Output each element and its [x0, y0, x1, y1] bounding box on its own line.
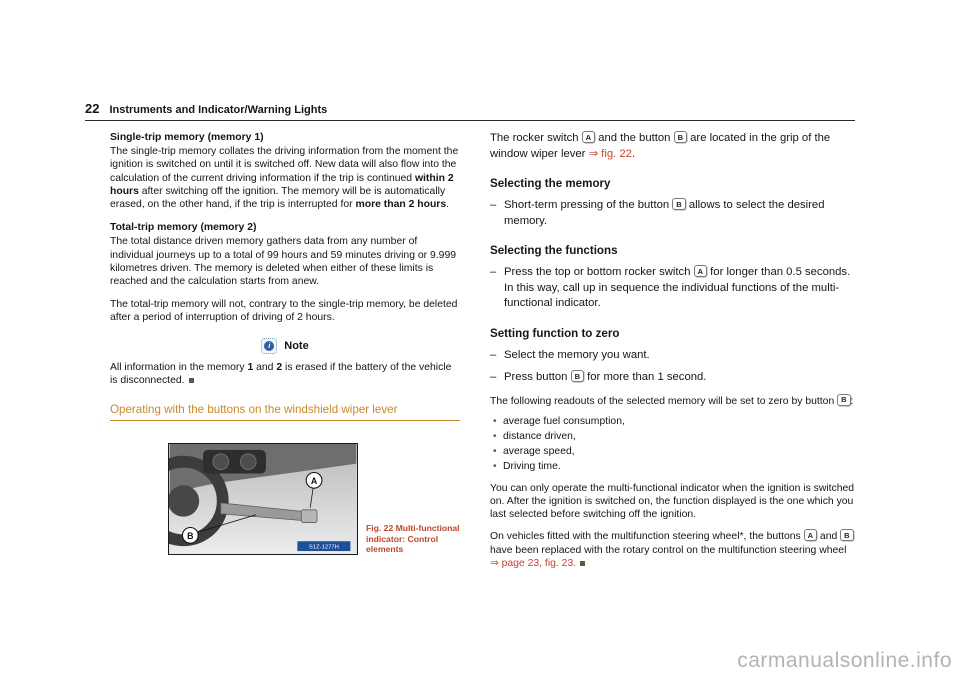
paragraph-single-trip: The single-trip memory collates the driving information from the moment the ignition is switched on until it is switched off. New data will also flow into the calculation of the current driving information if the trip is continued within 2 hours after switching off the ignition. The memory will be is automatically erased, on the other hand, if the trip is interrupted for more than 2 hours. — [110, 146, 459, 211]
content-columns — [110, 131, 855, 576]
section-heading-operating: Operating with the buttons on the windshield wiper lever — [110, 403, 460, 421]
right-column — [490, 131, 855, 576]
figure-22-illustration — [169, 444, 357, 554]
callout-a-label: A — [310, 475, 318, 486]
heading-setting-zero: Setting function to zero — [490, 326, 620, 340]
figure-caption-line2: indicator: Control elements — [366, 533, 439, 555]
control-badge-b: B — [571, 370, 584, 382]
control-badge-b: B — [837, 394, 850, 406]
control-badge-b: B — [674, 131, 687, 143]
image-code: S1Z-1277H — [308, 544, 339, 551]
steering-wheel-hub — [169, 485, 199, 516]
note-header — [110, 338, 460, 354]
dash-bullet — [490, 265, 504, 312]
step-text: Short-term pressing of the button B allows to select the desired memory. — [504, 199, 825, 227]
heading-selecting-functions: Selecting the functions — [490, 244, 618, 257]
rocker-switch — [301, 510, 317, 523]
info-icon: i — [264, 341, 274, 351]
heading-total-trip-memory: Total-trip memory (memory 2) — [110, 222, 257, 234]
cross-reference-link: ⇒ page 23, fig. 23. — [490, 557, 577, 569]
figure-22-image — [168, 443, 358, 555]
step-press-button — [490, 370, 855, 386]
figure-caption-line1: Fig. 22 Multi-functional — [366, 523, 460, 534]
control-badge-b: B — [672, 198, 685, 210]
step-text: Press button B for more than 1 second. — [504, 371, 707, 383]
step-text: Select the memory you want. — [504, 348, 650, 361]
page-number: 22 — [85, 101, 100, 116]
paragraph-multifunction-wheel: On vehicles fitted with the multifunction steering wheel*, the buttons A and B have been replaced with the rotary control on the multifunction steering wheel ⇒ page 23, fig. 23. — [490, 529, 855, 570]
figure-22-caption — [366, 523, 460, 555]
cross-reference-link: ⇒ fig. 22 — [588, 147, 632, 160]
dash-bullet — [490, 370, 504, 386]
section-end-mark — [580, 561, 585, 566]
control-badge-a: A — [804, 529, 817, 541]
control-badge-b: B — [840, 529, 853, 541]
figure-22 — [110, 443, 460, 555]
header-row — [85, 101, 855, 116]
note-block — [110, 338, 460, 387]
callout-b-label: B — [187, 530, 194, 541]
note-title: Note — [284, 339, 309, 352]
heading-selecting-memory: Selecting the memory — [490, 177, 611, 190]
list-item: • distance driven, — [490, 429, 855, 444]
list-item: • Driving time. — [490, 459, 855, 474]
control-badge-a: A — [582, 131, 595, 143]
dash-bullet — [490, 198, 504, 229]
heading-single-trip-memory: Single-trip memory (memory 1) — [110, 132, 264, 143]
paragraph-readouts: The following readouts of the selected memory will be set to zero by button B : — [490, 395, 854, 407]
paragraph-total-trip: The total distance driven memory gathers data from any number of individual journeys up to a total of 99 hours and 59 minutes driving or 9.999 kilometres driven. The memory is deleted when either of these limits is reached and the calculation starts from anew. — [110, 236, 456, 288]
paragraph-ignition: You can only operate the multi-functional indicator when the ignition is switched on. After the ignition is switched on, the function displayed is the one which you last selected before switching off the ignition. — [490, 482, 855, 521]
step-text: Press the top or bottom rocker switch A for longer than 0.5 seconds. In this way, call up in sequence the individual functions of the multi-functional indicator. — [504, 266, 851, 309]
watermark: carmanualsonline.info — [737, 649, 952, 672]
intro-paragraph: The rocker switch A and the button B are located in the grip of the window wiper lever ⇒ fig. 22. — [490, 132, 831, 160]
left-column — [110, 131, 460, 576]
dash-bullet — [490, 348, 504, 364]
gauge-right — [240, 454, 256, 470]
note-icon — [261, 338, 277, 354]
paragraph-total-trip-2: The total-trip memory will not, contrary to the single-trip memory, be deleted after a period of interruption of driving of 2 hours. — [110, 299, 458, 324]
list-item: • average fuel consumption, — [490, 414, 855, 429]
chapter-title: Instruments and Indicator/Warning Lights — [109, 104, 328, 116]
page-header — [85, 101, 855, 121]
step-select-functions — [490, 265, 855, 312]
gauge-left — [213, 454, 229, 470]
section-end-mark — [189, 378, 194, 383]
step-select-memory — [490, 198, 855, 229]
step-select-memory-you-want — [490, 348, 855, 364]
note-body: All information in the memory 1 and 2 is erased if the battery of the vehicle is disconnected. — [110, 361, 452, 386]
list-item: • average speed, — [490, 444, 855, 459]
header-rule — [85, 120, 855, 121]
readout-list — [490, 414, 855, 474]
control-badge-a: A — [694, 265, 707, 277]
